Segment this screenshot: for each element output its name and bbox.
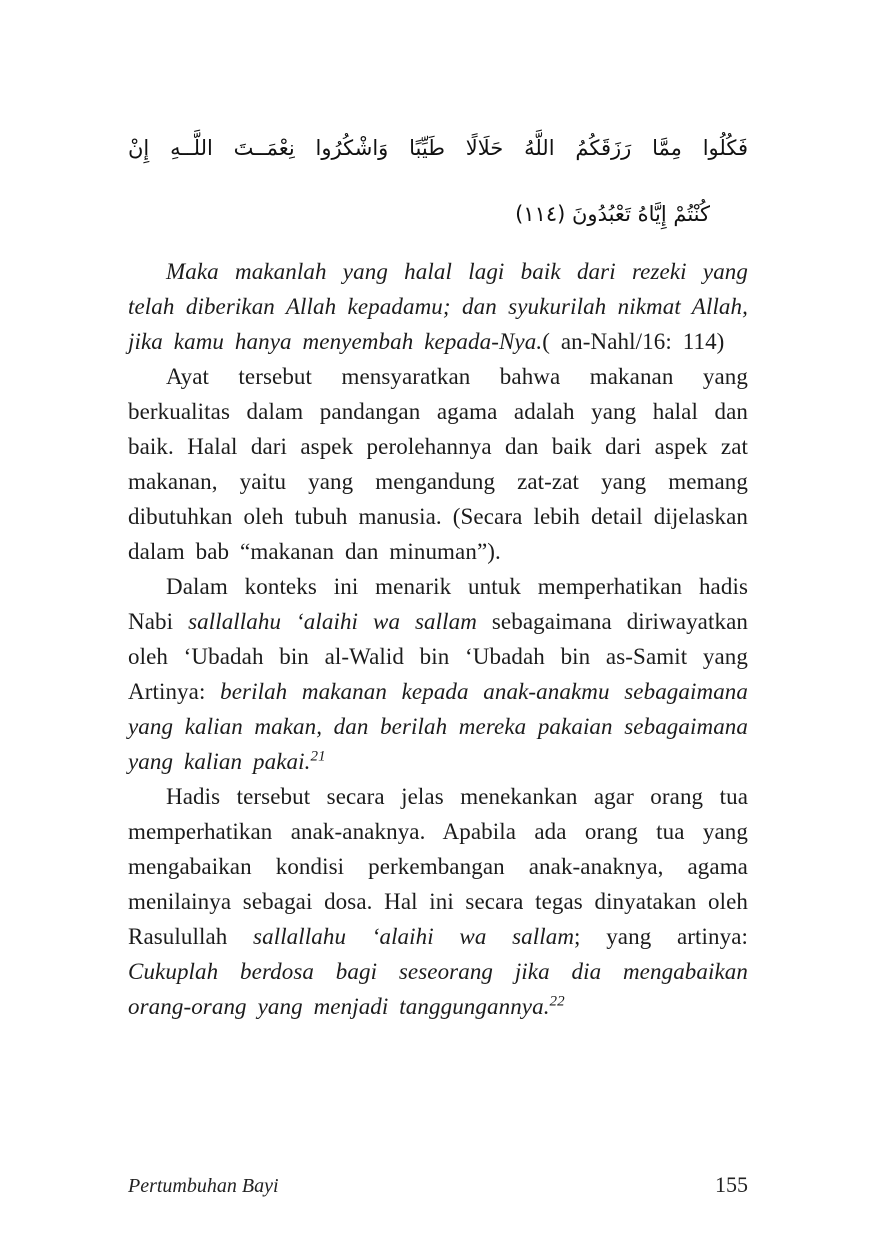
text-run-italic: Maka makanlah yang halal lagi baik dari rezeki yang telah diberikan Allah kepadamu; dan syukurilah nikmat Allah, jika kamu hanya menyembah kepada-Nya.	[128, 259, 748, 354]
page-footer	[128, 1172, 748, 1198]
paragraphs	[128, 254, 748, 1024]
body-paragraph-1	[128, 359, 748, 569]
body-paragraph-2	[128, 569, 748, 779]
text-run-sup: 22	[549, 993, 565, 1010]
text-run-roman: Dalam konteks ini menarik untuk memperhatikan hadis Nabi	[128, 574, 748, 634]
text-run-roman: sebagaimana diriwayatkan oleh ‘Ubadah bin al-Walid bin ‘Ubadah bin as-Samit yang Artinya:	[128, 609, 748, 704]
text-run-roman: Ayat tersebut mensyaratkan bahwa makanan yang berkualitas dalam pandangan agama adalah yang halal dan baik. Halal dari aspek perolehannya dan baik dari aspek zat makanan, yaitu yang mengandung zat-zat yang memang dibutuhkan oleh tubuh manusia. (Secara lebih detail dijelaskan dalam bab “makanan dan minuman”).	[128, 364, 748, 564]
text-run-italic: berilah makanan kepada anak-anakmu sebagaimana yang kalian makan, dan berilah mereka pakaian sebagaimana yang kalian pakai.	[128, 679, 748, 774]
arabic-verse-line-2: كُنْتُمْ إِيَّاهُ تَعْبُدُونَ (١١٤)	[515, 202, 710, 226]
text-run-italic: sallallahu ‘alaihi wa sallam	[188, 609, 477, 634]
page-content	[128, 112, 748, 1024]
text-run-italic: Cukuplah berdosa bagi seseorang jika dia mengabaikan orang-orang yang menjadi tanggungannya.	[128, 959, 748, 1019]
body-paragraph-3	[128, 779, 748, 1024]
text-run-sup: 21	[310, 748, 326, 765]
text-run-italic: sallallahu ‘alaihi wa sallam	[253, 924, 575, 949]
arabic-verse	[128, 112, 748, 244]
verse-translation	[128, 254, 748, 359]
text-run-roman: ( an-Nahl/16: 114)	[542, 329, 725, 354]
arabic-verse-line-1: فَكُلُوا مِمَّا رَزَقَكُمُ اللَّهُ حَلَالًا طَيِّبًا وَاشْكُرُوا نِعْمَــتَ اللَّــهِ إِنْ	[128, 136, 748, 160]
page-number: 155	[715, 1172, 748, 1197]
text-run-roman: ; yang artinya:	[574, 924, 749, 949]
text-run-roman: Hadis tersebut secara jelas menekankan agar orang tua memperhatikan anak-anaknya. Apabila ada orang tua yang mengabaikan kondisi perkembangan anak-anaknya, agama menilainya sebagai dosa. Hal ini secara tegas dinyatakan oleh Rasulullah	[128, 784, 748, 949]
running-title: Pertumbuhan Bayi	[128, 1175, 279, 1197]
